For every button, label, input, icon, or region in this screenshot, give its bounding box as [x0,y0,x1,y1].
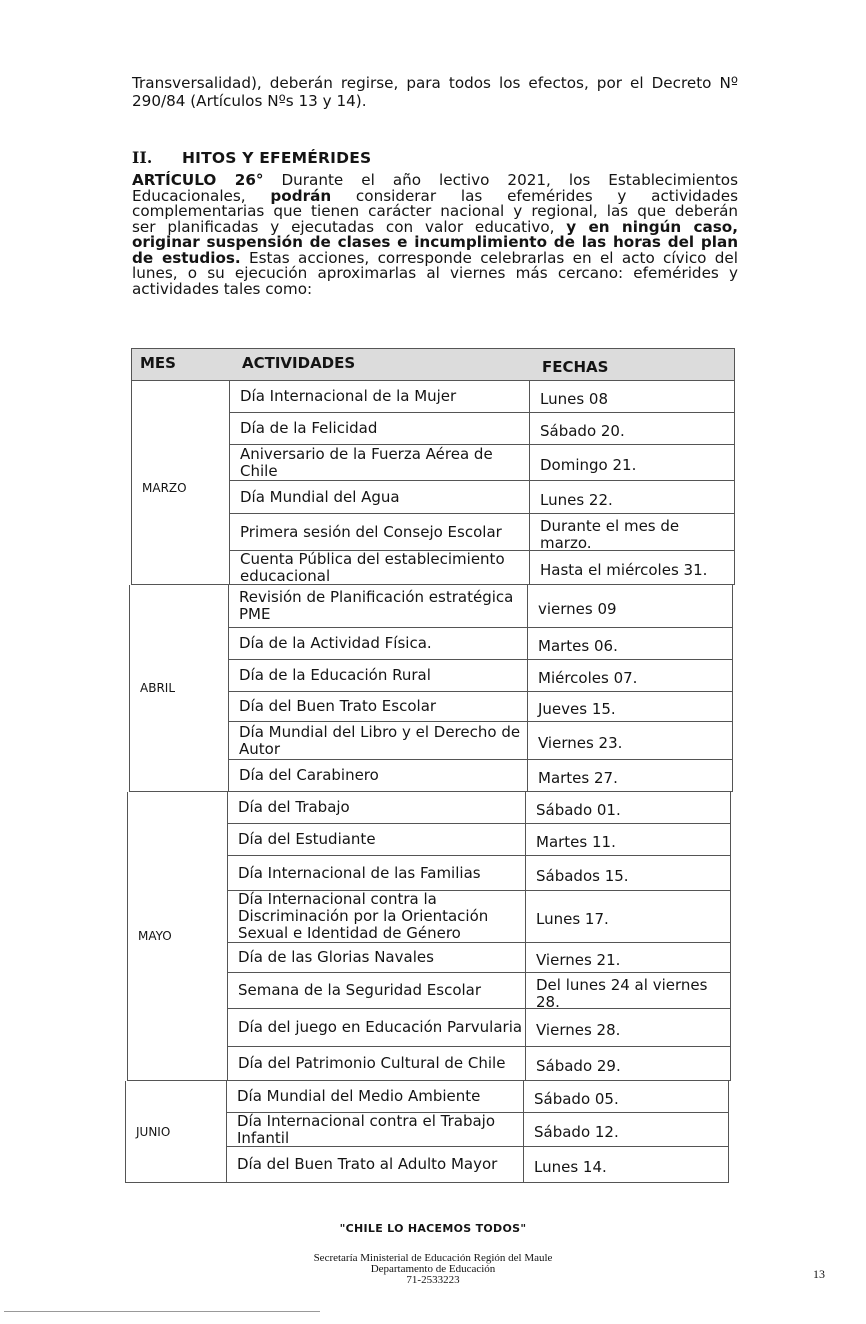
activity-cell: Día Mundial del Agua [229,481,529,514]
footer-line-2: Departamento de Educación [370,1263,496,1275]
month-cell: ABRIL [129,585,228,792]
article-text: Durante el año lectivo 2021, los Establecimientos [281,171,738,189]
activity-cell: Primera sesión del Consejo Escolar [229,514,529,551]
month-cell: JUNIO [125,1081,226,1183]
month-cell: MAYO [127,792,227,1081]
footer-line-3: 71-2533223 [406,1274,460,1286]
activity-cell: Día Internacional de la Mujer [229,381,529,413]
date-cell: Miércoles 07. [527,660,733,692]
activity-cell: Día Internacional contra el Trabajo Infantil [226,1113,526,1147]
intro-line-1: Transversalidad), deberán regirse, para todos los efectos, por el Decreto Nº [132,74,738,92]
article-paragraph [132,172,738,296]
date-cell: Viernes 28. [525,1009,731,1047]
activity-cell: Día del Estudiante [227,824,527,856]
date-cell: Viernes 23. [527,722,733,760]
activity-cell: Día del Patrimonio Cultural de Chile [227,1047,527,1081]
activity-cell: Día de la Actividad Física. [228,628,528,660]
activity-cell: Día Internacional de las Familias [227,856,527,891]
activity-cell: Semana de la Seguridad Escolar [227,973,527,1009]
date-cell: Lunes 17. [525,891,731,943]
date-cell: Sábado 29. [525,1047,731,1081]
article-bold-text: podrán [270,186,332,205]
date-cell: Lunes 14. [523,1147,729,1183]
article-line [132,172,738,188]
intro-paragraph [132,75,738,110]
date-cell: Martes 11. [525,824,731,856]
article-text: ser planificadas y ejecutadas con valor educativo, [132,217,555,236]
article-bold-text: de estudios. [132,248,241,267]
activity-cell: Día Mundial del Libro y el Derecho de Autor [228,722,528,760]
article-line [132,219,738,235]
activity-cell: Día del Buen Trato Escolar [228,692,528,722]
article-line [132,188,738,204]
article-text: Educacionales, [132,186,246,205]
date-cell: Sábado 01. [525,792,731,824]
article-text: complementarias que tienen carácter nacional y regional, las que deberán [132,202,738,220]
activity-cell: Día del Carabinero [228,760,528,792]
article-text: Estas acciones, corresponde celebrarlas en el acto cívico del [249,248,738,267]
activity-cell: Día del juego en Educación Parvularia [227,1009,527,1047]
date-cell: Sábados 15. [525,856,731,891]
intro-line-2: 290/84 (Artículos Nºs 13 y 14). [132,91,367,110]
date-cell: Sábado 12. [523,1113,729,1147]
date-cell: Viernes 21. [525,943,731,973]
article-line [132,281,738,297]
date-cell: Sábado 05. [523,1081,729,1113]
activity-cell: Día del Buen Trato al Adulto Mayor [226,1147,526,1183]
article-text: considerar las efemérides y actividades [355,186,739,205]
article-bold-text: originar suspensión de clases e incumplimiento de las horas del plan [132,233,738,251]
article-label: ARTÍCULO 26° [132,171,264,189]
section-title: HITOS Y EFEMÉRIDES [182,149,372,167]
header-fechas: FECHAS [542,358,609,376]
activity-cell: Día de la Felicidad [229,413,529,445]
efemerides-table [125,348,735,1190]
footer-rule [4,1311,320,1312]
date-cell: Durante el mes de marzo. [529,514,735,551]
date-cell: Sábado 20. [529,413,735,445]
article-text: lunes, o su ejecución aproximarlas al viernes más cercano: efemérides y [132,264,738,282]
section-number: II. [132,148,153,167]
activity-cell: Día Mundial del Medio Ambiente [226,1081,526,1113]
article-line [132,250,738,266]
header-actividades: ACTIVIDADES [242,354,356,372]
header-mes: MES [140,354,176,372]
month-cell: MARZO [131,381,229,585]
date-cell: Lunes 22. [529,481,735,514]
footer-slogan: "CHILE LO HACEMOS TODOS" [339,1222,527,1235]
date-cell: Martes 27. [527,760,733,792]
article-bold-text: y en ningún caso, [566,217,739,236]
page-number: 13 [813,1267,825,1281]
date-cell: Jueves 15. [527,692,733,722]
activity-cell: Día del Trabajo [227,792,527,824]
activity-cell: Revisión de Planificación estratégica PME [228,585,528,628]
activity-cell: Cuenta Pública del establecimiento educacional [229,551,529,585]
article-text: actividades tales como: [132,279,313,298]
date-cell: Hasta el miércoles 31. [529,551,735,585]
section-heading [132,148,371,167]
activity-cell: Día de la Educación Rural [228,660,528,692]
date-cell: Domingo 21. [529,445,735,481]
activity-cell: Día Internacional contra la Discriminación por la Orientación Sexual e Identidad de Género [227,891,527,943]
footer-line-1: Secretaría Ministerial de Educación Región del Maule [313,1252,553,1264]
activity-cell: Aniversario de la Fuerza Aérea de Chile [229,445,529,481]
date-cell: viernes 09 [527,585,733,628]
date-cell: Martes 06. [527,628,733,660]
article-line [132,234,738,250]
date-cell: Lunes 08 [529,381,735,413]
date-cell: Del lunes 24 al viernes 28. [525,973,731,1009]
article-line [132,203,738,219]
activity-cell: Día de las Glorias Navales [227,943,527,973]
table-header [131,348,735,381]
article-line [132,265,738,281]
